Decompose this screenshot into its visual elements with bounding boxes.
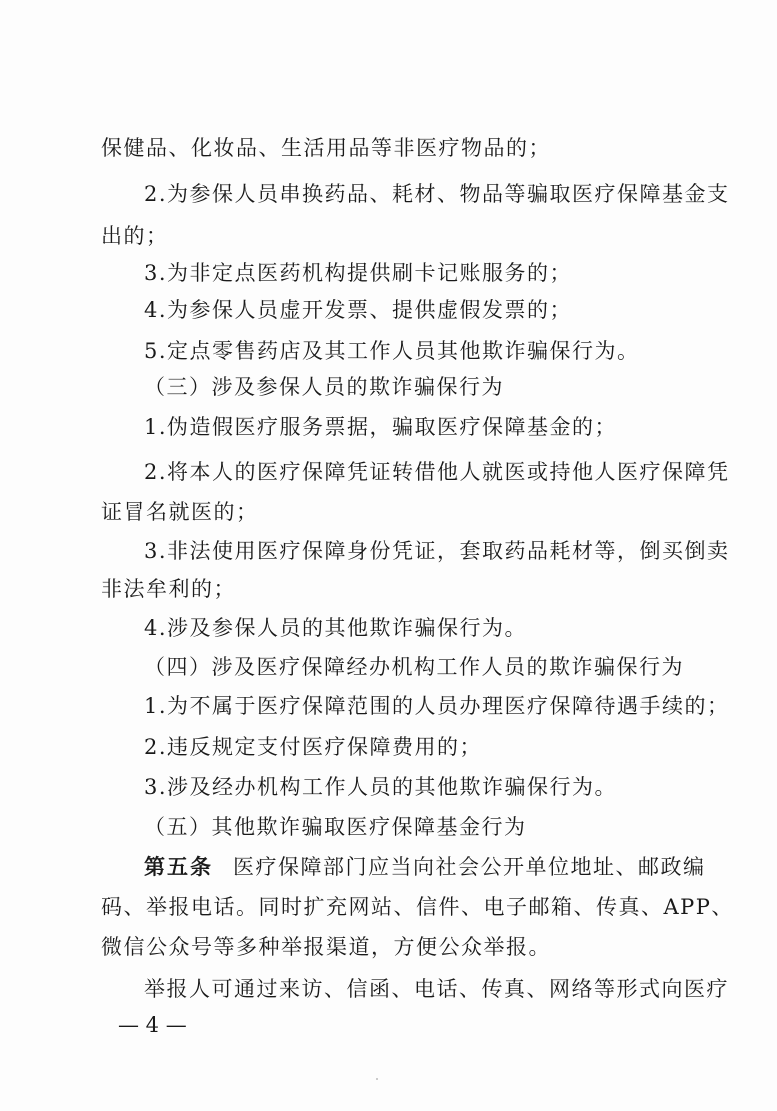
text-line: 保健品、化妆品、生活用品等非医疗物品的； xyxy=(101,136,551,160)
text-line: 2.将本人的医疗保障凭证转借他人就医或持他人医疗保障凭 xyxy=(144,460,730,484)
article-5-line-2: 码、举报电话。同时扩充网站、信件、电子邮箱、传真、APP、 xyxy=(101,895,734,919)
text-line: 4.为参保人员虚开发票、提供虚假发票的； xyxy=(144,298,573,322)
article-5-line-1 xyxy=(144,853,706,881)
section-heading: （三）涉及参保人员的欺诈骗保行为 xyxy=(144,375,504,399)
text-line: 5.定点零售药店及其工作人员其他欺诈骗保行为。 xyxy=(144,339,640,363)
section-heading: （四）涉及医疗保障经办机构工作人员的欺诈骗保行为 xyxy=(144,655,684,679)
article-5-lead: 第五条 xyxy=(144,855,213,879)
text-line: 1.伪造假医疗服务票据，骗取医疗保障基金的； xyxy=(144,415,618,439)
text-line: 2.违反规定支付医疗保障费用的； xyxy=(144,735,483,759)
text-line: 3.非法使用医疗保障身份凭证，套取药品耗材等，倒买倒卖 xyxy=(144,539,730,563)
scan-speck xyxy=(376,1078,378,1080)
text-line: 3.涉及经办机构工作人员的其他欺诈骗保行为。 xyxy=(144,775,618,799)
text-line: 1.为不属于医疗保障范围的人员办理医疗保障待遇手续的； xyxy=(144,694,730,718)
text-line: 3.为非定点医药机构提供刷卡记账服务的； xyxy=(144,261,573,285)
text-line: 4.涉及参保人员的其他欺诈骗保行为。 xyxy=(144,616,528,640)
page-number: — 4 — xyxy=(118,1013,187,1037)
text-line: 证冒名就医的； xyxy=(101,500,259,524)
text-line: 举报人可通过来访、信函、电话、传真、网络等形式向医疗 xyxy=(144,977,729,1001)
section-heading: （五）其他欺诈骗取医疗保障基金行为 xyxy=(144,815,527,839)
text-line: 非法牟利的； xyxy=(101,577,236,601)
article-5-text: 医疗保障部门应当向社会公开单位地址、邮政编 xyxy=(233,855,706,879)
article-5-line-3: 微信公众号等多种举报渠道，方便公众举报。 xyxy=(101,935,551,959)
text-line: 出的； xyxy=(101,224,169,248)
text-line: 2.为参保人员串换药品、耗材、物品等骗取医疗保障基金支 xyxy=(144,182,730,206)
